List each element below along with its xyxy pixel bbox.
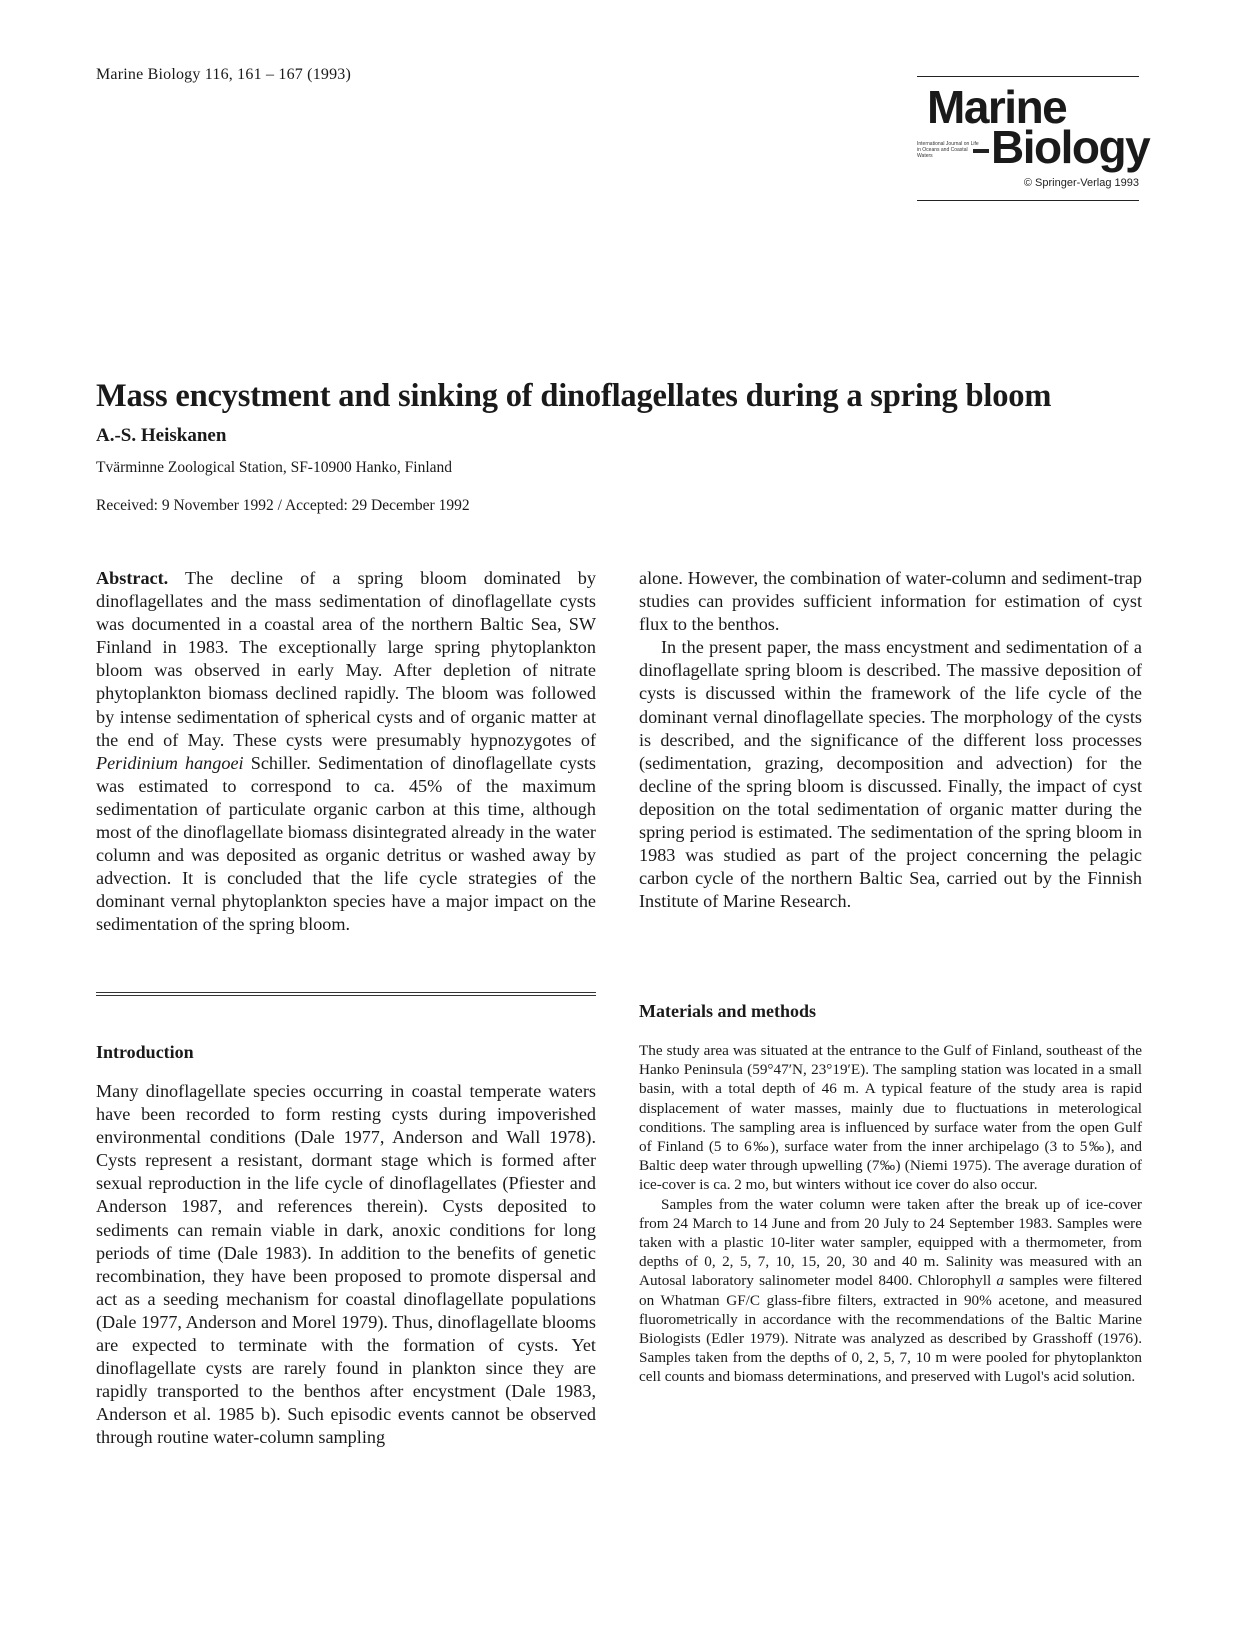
logo-bottom-rule	[917, 200, 1139, 201]
logo-word-biology: Biology	[991, 121, 1150, 173]
article-author: A.-S. Heiskanen	[96, 425, 227, 446]
logo-copyright: © Springer-Verlag 1993	[1023, 177, 1139, 189]
methods-text	[639, 1041, 1142, 1387]
logo-top-rule	[917, 76, 1139, 77]
abstract-text-part2: Schiller. Sedimentation of dinoflagellate cysts was estimated to correspond to ca. 45% of the maximum sedimentation of particulate organic carbon at this time, although most of the dinoflagellate biomass disintegrated already in the water column and was deposited as organic detritus or washed away by advection. It is concluded that the life cycle strategies of the dominant vernal phytoplankton species have a major impact on the sedimentation of the spring bloom.	[96, 752, 596, 935]
logo-tagline: International Journal on Life in Oceans and Coastal Waters	[917, 141, 979, 159]
logo-tagline-rule	[973, 149, 989, 153]
abstract-species-name: Peridinium hangoei	[96, 752, 244, 773]
introduction-heading: Introduction	[96, 1042, 194, 1062]
right-column-intro-continued	[639, 567, 1142, 913]
journal-logo	[917, 76, 1150, 201]
journal-citation: Marine Biology 116, 161 – 167 (1993)	[96, 66, 352, 83]
author-affiliation: Tvärminne Zoological Station, SF-10900 Hanko, Finland	[96, 459, 453, 476]
abstract-rule	[96, 992, 596, 993]
methods-p2-italic: a	[996, 1272, 1005, 1290]
article-title: Mass encystment and sinking of dinoflagellates during a spring bloom	[96, 378, 1052, 414]
abstract-text-part1: The decline of a spring bloom dominated by dinoflagellates and the mass sedimentation of dinoflagellate cysts was documented in a coastal area of the northern Baltic Sea, SW Finland in 1983. The exceptionally large spring phytoplankton bloom was observed in early May. After depletion of nitrate phytoplankton biomass declined rapidly. The bloom was followed by intense sedimentation of spherical cysts and of organic matter at the end of May. These cysts were presumably hypnozygotes of	[96, 568, 596, 750]
methods-p2-part1: Samples from the water column were taken after the break up of ice-cover from 24 March to 14 June and from 20 July to 24 September 1983. Samples were taken with a plastic 10-liter water sampler, equipped with a thermometer, from depths of 0, 2, 5, 7, 10, 15, 20, 30 and 40 m. Salinity was measured with an Autosal laboratory salinometer model 8400. Chlorophyll	[639, 1195, 1142, 1290]
abstract-label: Abstract.	[96, 568, 169, 588]
methods-paragraph-1: The study area was situated at the entrance to the Gulf of Finland, southeast of the Hanko Peninsula (59°47′N, 23°19′E). The sampling station was located in a small basin, with a total depth of 46 m. A typical feature of the study area is rapid displacement of water masses, mainly due to fluctuations in meterological conditions. The sampling area is influenced by surface water from the open Gulf of Finland (5 to 6‰), surface water from the inner archipelago (3 to 5‰), and Baltic deep water through upwelling (7‰) (Niemi 1975). The average duration of ice-cover is ca. 2 mo, but winters without ice cover do also occur.	[639, 1042, 1142, 1194]
introduction-text: Many dinoflagellate species occurring in coastal temperate waters have been recorded to form resting cysts during impoverished environmental conditions (Dale 1977, Anderson and Wall 1978). Cysts represent a resistant, dormant stage which is formed after sexual reproduction in the life cycle of dinoflagellates (Pfiester and Anderson 1987, and references therein). Cysts deposited to sediments can remain viable in dark, anoxic conditions for long periods of time (Dale 1983). In addition to the benefits of genetic recombination, they have been proposed to promote dispersal and act as a seeding mechanism for coastal dinoflagellate populations (Dale 1977, Anderson and Morel 1979). Thus, dinoflagellate blooms are expected to terminate with the formation of cysts. Yet dinoflagellate cysts are rarely found in plankton since they are rapidly transported to the benthos after encystment (Dale 1983, Anderson et al. 1985 b). Such episodic events cannot be observed through routine water-column sampling	[96, 1081, 596, 1448]
right-column-paragraph-2: In the present paper, the mass encystment and sedimentation of a dinoflagellate spring bloom is described. The massive deposition of cysts is discussed within the framework of the life cycle of the dominant vernal dinoflagellate species. The morphology of the cysts is described, and the significance of the different loss processes (sedimentation, grazing, decomposition and advection) for the decline of the spring bloom is discussed. Finally, the impact of cyst deposition on the total sedimentation of organic matter during the spring period is estimated. The sedimentation of the spring bloom in 1983 was studied as part of the project concerning the pelagic carbon cycle of the northern Baltic Sea, carried out by the Finnish Institute of Marine Research.	[639, 637, 1142, 912]
methods-heading: Materials and methods	[639, 1001, 816, 1021]
abstract-rule-second	[96, 995, 596, 996]
logo-word-marine: Marine	[927, 81, 1067, 133]
methods-p2-part2: samples were filtered on Whatman GF/C glass-fibre filters, extracted in 90% acetone, and measured fluorometrically in accordance with the recommendations of the Baltic Marine Biologists (Edler 1979). Nitrate was analyzed as described by Grasshoff (1976). Samples taken from the depths of 0, 2, 5, 7, 10 m were pooled for phytoplankton cell counts and biomass determinations, and preserved with Lugol's acid solution.	[639, 1272, 1142, 1386]
methods-paragraph-2	[639, 1195, 1142, 1387]
right-column-paragraph-1: alone. However, the combination of water-column and sediment-trap studies can provides sufficient information for estimation of cyst flux to the benthos.	[639, 568, 1142, 635]
received-accepted-dates: Received: 9 November 1992 / Accepted: 29 December 1992	[96, 497, 470, 514]
abstract	[96, 567, 596, 937]
